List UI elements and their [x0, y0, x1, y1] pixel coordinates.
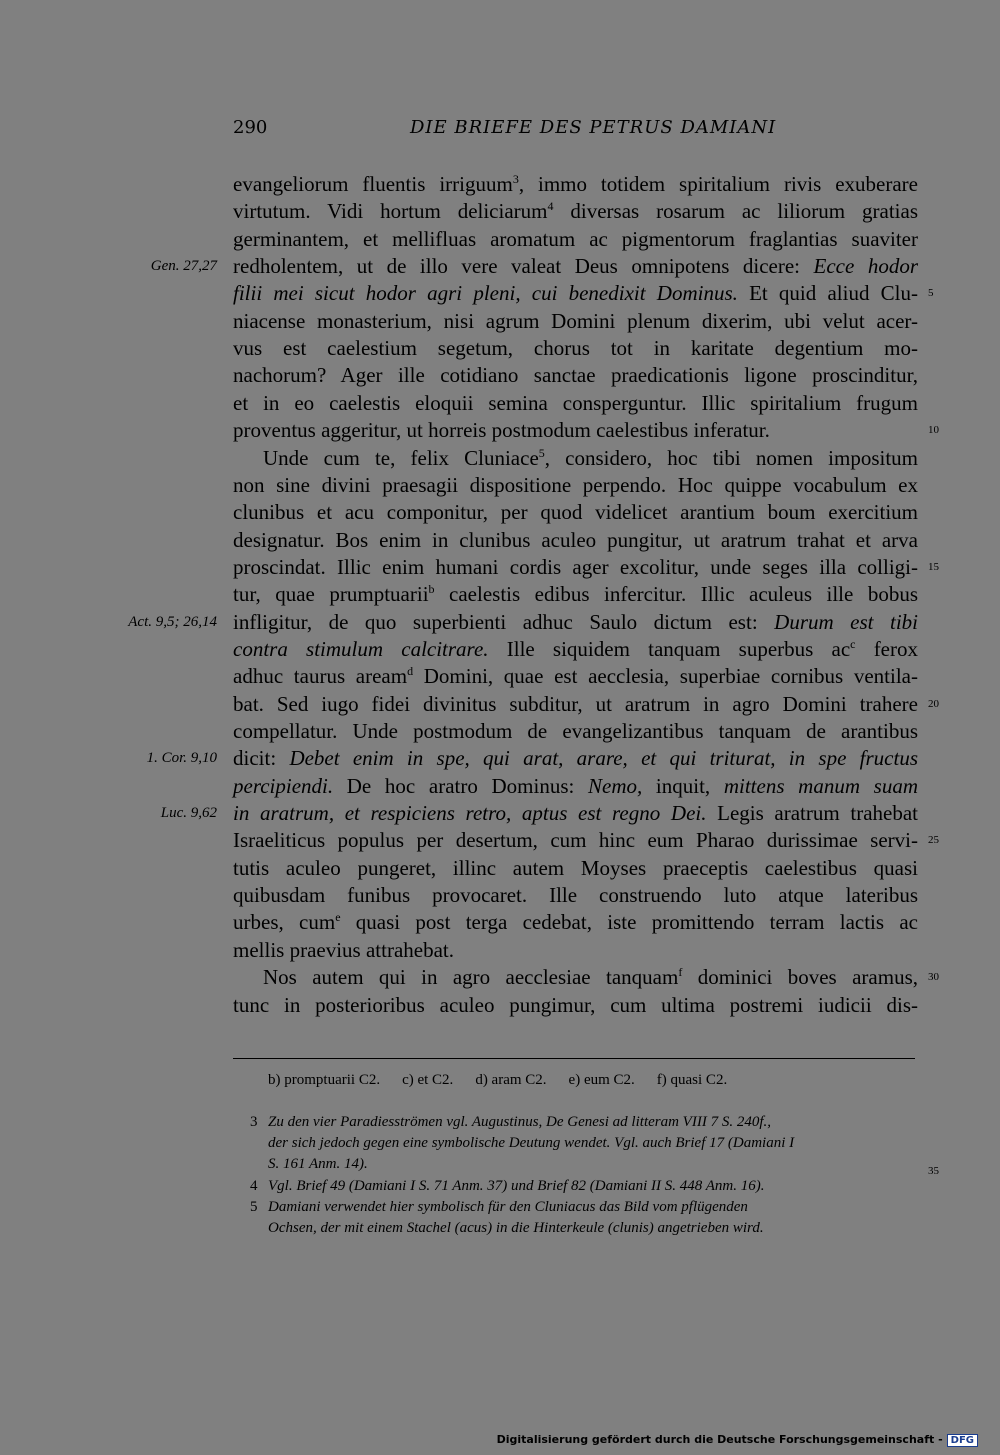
apparatus-variants — [268, 1072, 749, 1089]
footnote — [250, 1197, 918, 1239]
text-line — [233, 909, 918, 936]
text-line — [233, 554, 918, 581]
text-run: tur, quae prumptuarii — [233, 582, 429, 607]
text-run: tunc in posterioribus aculeo pungimur, cum ultima postremi iudicii dis- — [233, 992, 918, 1017]
running-title: DIE BRIEFE DES PETRUS DAMIANI — [410, 117, 777, 138]
text-line — [233, 308, 918, 335]
text-run: Ille siquidem tanquam superbus ac — [488, 636, 851, 661]
footnote-marker: b — [428, 582, 435, 597]
credit-text: Digitalisierung gefördert durch die Deutsche Forschungsgemeinschaft - — [496, 1433, 943, 1446]
text-run: Israeliticus populus per desertum, cum hinc eum Pharao durissimae servi- — [233, 828, 918, 853]
text-line — [233, 855, 918, 882]
text-line — [233, 691, 918, 718]
footnote-marker: 3 — [512, 172, 519, 186]
footnote-line: Vgl. Brief 49 (Damiani I S. 71 Anm. 37) und Brief 82 (Damiani II S. 448 Anm. 16). — [268, 1178, 765, 1194]
text-run: et in eo caelestis eloquii semina consperguntur. Illic spiritalium frugum — [233, 390, 918, 415]
text-run: caelestis edibus infercitur. Illic aculeus ille bobus — [434, 582, 918, 607]
text-run: Debet enim in spe, qui arat, arare, et qui triturat, in spe fructus — [289, 746, 918, 771]
text-line — [233, 417, 918, 444]
text-run: adhuc taurus aream — [233, 664, 408, 689]
text-line — [233, 171, 918, 198]
dfg-logo: DFG — [947, 1434, 978, 1447]
margin-reference: Gen. 27,27 — [150, 258, 217, 275]
dfg-credit — [497, 1433, 978, 1447]
text-line — [233, 390, 918, 417]
text-run: mellis praevius attrahebat. — [233, 937, 455, 962]
text-line — [233, 527, 918, 554]
line-number: 25 — [928, 834, 939, 847]
text-run: virtutum. Vidi hortum deliciarum — [233, 199, 548, 224]
margin-reference: 1. Cor. 9,10 — [146, 750, 217, 767]
text-line — [233, 663, 918, 690]
footnote-rule — [233, 1058, 915, 1059]
text-run: nachorum? Ager ille cotidiano sanctae praedicationis ligone proscinditur, — [233, 363, 918, 388]
text-run: compellatur. Unde postmodum de evangelizantibus tanquam de arantibus — [233, 719, 918, 743]
text-run: Nos autem qui in agro aecclesiae tanquam — [263, 965, 679, 990]
text-line — [233, 636, 918, 663]
text-run: redholentem, ut de illo vere valeat Deus omnipotens dicere: — [233, 254, 814, 279]
line-number-35: 35 — [928, 1165, 939, 1177]
text-line — [233, 882, 918, 909]
text-run: mittens manum suam — [723, 773, 918, 798]
footnote-number: 3 — [250, 1114, 258, 1130]
text-line — [233, 827, 918, 854]
footnote-marker: 4 — [547, 199, 554, 214]
line-number: 20 — [928, 697, 939, 710]
text-line — [233, 198, 918, 225]
text-line — [233, 718, 918, 745]
text-run: in aratrum, et respiciens retro, aptus est regno Dei. — [233, 801, 707, 826]
text-run: Nemo, — [588, 773, 643, 798]
variant-reading: f) quasi C2. — [656, 1072, 728, 1088]
line-number: 15 — [928, 560, 939, 573]
footnote-marker: d — [407, 664, 414, 679]
line-number: 10 — [928, 424, 939, 437]
text-line — [233, 581, 918, 608]
footnote-line: der sich jedoch gegen eine symbolische Deutung wendet. Vgl. auch Brief 17 (Damiani I — [268, 1135, 795, 1151]
footnote-line: Ochsen, der mit einem Stachel (acus) in die Hinterkeule (clunis) angetrieben wird. — [268, 1220, 764, 1236]
text-run: non sine divini praesagii dispositione perpendo. Hoc quippe vocabulum ex — [233, 472, 918, 497]
text-run: evangeliorum fluentis irriguum — [233, 172, 513, 196]
text-run: inquit, — [642, 773, 724, 798]
text-run: Unde cum te, felix Cluniace — [263, 445, 539, 470]
text-run: quibusdam funibus provocaret. Ille construendo luto atque lateribus — [233, 883, 918, 908]
text-run: vus est caelestium segetum, chorus tot in karitate degentium mo- — [233, 336, 918, 361]
footnote-number: 5 — [250, 1199, 258, 1215]
text-run: urbes, cum — [233, 910, 336, 935]
variant-reading: c) et C2. — [402, 1072, 454, 1088]
footnote-line: Damiani verwendet hier symbolisch für den Cluniacus das Bild vom pflügenden — [268, 1199, 748, 1215]
text-run: percipiendi. — [233, 773, 334, 798]
text-line — [233, 253, 918, 280]
variant-reading: e) eum C2. — [568, 1072, 635, 1088]
footnote-marker: f — [678, 965, 683, 980]
text-run: bat. Sed iugo fidei divinitus subditur, ut aratrum in agro Domini trahere — [233, 691, 918, 716]
text-run: Durum est tibi — [774, 609, 918, 634]
footnote-line: Zu den vier Paradiesströmen vgl. Augustinus, De Genesi ad litteram VIII 7 S. 240f., — [268, 1114, 771, 1130]
text-line — [233, 499, 918, 526]
text-run: contra stimulum calcitrare. — [233, 636, 489, 661]
text-run: filii mei sicut hodor agri pleni, cui benedixit Dominus. — [233, 281, 738, 306]
text-run: quasi post terga cedebat, iste promittendo terram lactis ac — [340, 910, 918, 935]
text-run: De hoc aratro Dominus: — [333, 773, 589, 798]
margin-reference: Act. 9,5; 26,14 — [128, 613, 217, 630]
text-run: , immo totidem spiritalium rivis exuberare — [518, 172, 918, 196]
text-run: niacense monasterium, nisi agrum Domini plenum dixerim, ubi velut acer- — [233, 308, 918, 333]
text-run: Et quid aliud Clu- — [737, 281, 918, 306]
text-line — [233, 362, 918, 389]
text-run: dicit: — [233, 746, 290, 771]
text-run: tutis aculeo pungeret, illinc autem Moyses praeceptis caelestibus quasi — [233, 855, 918, 880]
text-run: proscindat. Illic enim humani cordis ager excolitur, unde seges illa colligi- — [233, 554, 918, 579]
footnote-marker: 5 — [538, 445, 545, 460]
text-line — [233, 992, 918, 1019]
text-run: Ecce hodor — [813, 254, 918, 279]
text-run: dominici boves aramus, — [682, 965, 918, 990]
footnote — [250, 1112, 918, 1175]
footnote-marker: e — [335, 910, 341, 925]
footnote — [250, 1176, 918, 1197]
line-number: 30 — [928, 971, 939, 984]
text-line — [233, 773, 918, 800]
text-run: designatur. Bos enim in clunibus aculeo pungitur, ut aratrum trahat et arva — [233, 527, 918, 552]
text-line — [233, 280, 918, 307]
text-run: infligitur, de quo superbienti adhuc Saulo dictum est: — [233, 609, 775, 634]
text-line — [233, 800, 918, 827]
variant-reading: b) promptuarii C2. — [268, 1072, 381, 1088]
text-run: diversas rosarum ac liliorum gratias — [553, 199, 918, 224]
page-number: 290 — [233, 117, 268, 138]
text-run: germinantem, et mellifluas aromatum ac pigmentorum fraglantias suaviter — [233, 226, 918, 251]
text-line — [233, 609, 918, 636]
text-line — [233, 335, 918, 362]
line-number: 5 — [928, 287, 934, 300]
text-line — [233, 745, 918, 772]
footnote-marker: c — [850, 636, 856, 651]
text-run: clunibus et acu componitur, per quod videlicet arantium boum exercitium — [233, 500, 918, 525]
footnote-number: 4 — [250, 1178, 258, 1194]
text-run: Legis aratrum trahebat — [706, 801, 918, 826]
text-run: proventus aggeritur, ut horreis postmodum caelestibus inferatur. — [233, 418, 770, 443]
footnote-line: S. 161 Anm. 14). — [268, 1156, 368, 1172]
text-line — [233, 226, 918, 253]
text-run: Domini, quae est aecclesia, superbiae cornibus ventila- — [413, 664, 918, 689]
text-line — [233, 472, 918, 499]
margin-reference: Luc. 9,62 — [160, 805, 217, 822]
text-run: ferox — [855, 636, 918, 661]
text-run: , considero, hoc tibi nomen impositum — [544, 445, 919, 470]
variant-reading: d) aram C2. — [475, 1072, 547, 1088]
text-line — [233, 937, 918, 964]
text-line — [233, 964, 918, 991]
text-line — [233, 445, 918, 472]
